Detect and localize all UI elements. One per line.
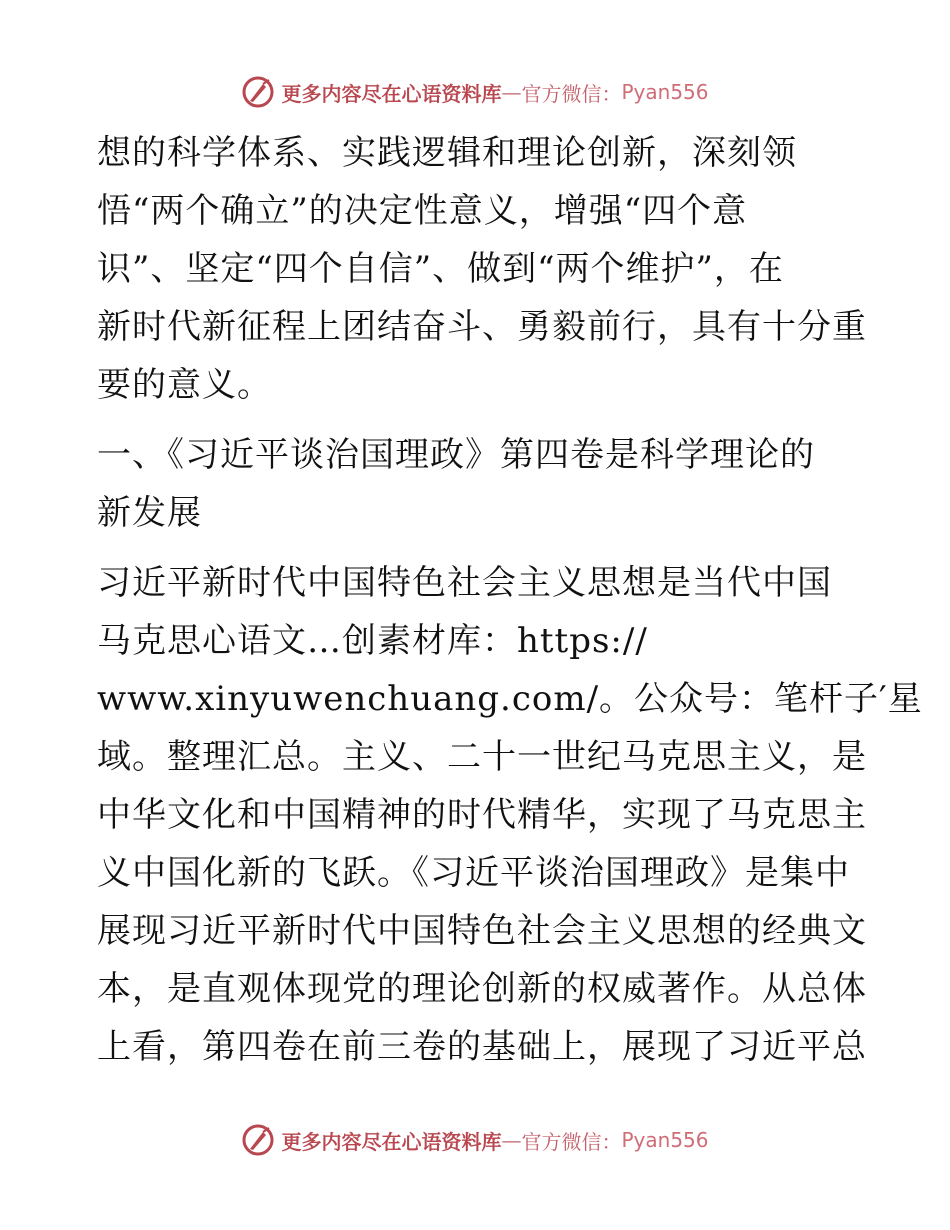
body-line: 上看，第四卷在前三卷的基础上，展现了习近平总 [97, 1027, 867, 1067]
section-heading-line: 一、《习近平谈治国理政》第四卷是科学理论的 [97, 435, 815, 475]
intro-line: 想的科学体系、实践逻辑和理论创新，深刻领 [97, 133, 797, 173]
body-line: 习近平新时代中国特色社会主义思想是当代中国 [97, 563, 832, 603]
body-line: 中华文化和中国精神的时代精华，实现了马克思主 [97, 795, 867, 835]
header-brand-text: 更多内容尽在心语资料库 [281, 81, 502, 106]
header-wechat-id: Pyan556 [621, 80, 709, 104]
body-line: 本，是直观体现党的理论创新的权威著作。从总体 [97, 969, 867, 1009]
header-banner [0, 72, 950, 112]
intro-line: 识”、坚定“四个自信”、做到“两个维护”，在 [97, 249, 784, 289]
intro-line: 新时代新征程上团结奋斗、勇毅前行，具有十分重 [97, 307, 867, 347]
intro-line: 要的意义。 [97, 365, 272, 405]
body-line: www.xinyuwenchuang.com/。公众号：笔杆子′星 [97, 679, 923, 719]
footer-wechat-id: Pyan556 [621, 1128, 709, 1152]
footer-wechat-label: 官方微信： [521, 1129, 622, 1154]
body-line: 域。整理汇总。主义、二十一世纪马克思主义，是 [97, 737, 867, 777]
body-line: 马克思心语文…创素材库：https:// [97, 621, 648, 661]
section-heading-line: 新发展 [97, 493, 202, 533]
quill-logo-icon [241, 1123, 275, 1157]
quill-logo-icon [241, 75, 275, 109]
footer-brand-text: 更多内容尽在心语资料库 [281, 1129, 502, 1154]
body-line: 义中国化新的飞跃。《习近平谈治国理政》是集中 [97, 853, 850, 893]
header-wechat-label: 官方微信： [521, 81, 622, 106]
header-dash: — [501, 80, 522, 104]
body-line: 展现习近平新时代中国特色社会主义思想的经典文 [97, 911, 867, 951]
document-body [97, 124, 923, 1076]
footer-dash: — [501, 1128, 522, 1152]
intro-line: 悟“两个确立”的决定性意义，增强“四个意 [97, 191, 748, 231]
footer-banner [0, 1120, 950, 1160]
